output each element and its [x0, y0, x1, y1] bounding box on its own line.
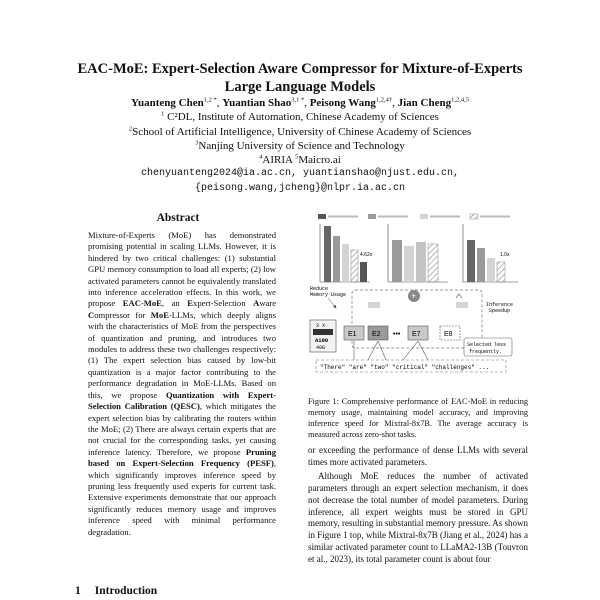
memory-ratio-label: 4.62x [360, 252, 373, 258]
email-line-2[interactable]: {peisong.wang,jcheng}@nlpr.ia.ac.cn [194, 182, 406, 194]
bar [333, 236, 340, 282]
svg-text:E7: E7 [412, 331, 421, 338]
speed-ratio-label: 1.0x [500, 252, 510, 258]
body-paragraph: or exceeding the performance of dense LLMs with several times more activated parameters. [308, 445, 528, 467]
scale-box [368, 302, 380, 308]
inference-speedup-annotation [486, 302, 513, 314]
routing-arrows [354, 341, 428, 360]
section-number: 1 [75, 585, 81, 597]
section-heading-introduction [75, 585, 157, 597]
svg-text:E8: E8 [444, 331, 453, 338]
author-sup: 1,2 * [203, 96, 217, 104]
author-sup: 1,2,4,5 [451, 96, 469, 104]
author-block [40, 96, 560, 196]
author-sup: 1,2,4† [375, 96, 393, 104]
svg-text:E1: E1 [348, 331, 357, 338]
bar [351, 250, 358, 282]
scale-box [456, 302, 468, 308]
svg-text:Memory Usage: Memory Usage [310, 292, 347, 298]
bar [342, 244, 349, 282]
expert-row [344, 326, 460, 340]
svg-text:A100: A100 [315, 337, 329, 344]
wand-icon [456, 294, 462, 298]
author-name: Peisong Wang [309, 97, 376, 109]
affiliation-4-5: $^4$AIRIA $^5$Maicro.ai [259, 153, 341, 167]
legend-text-bar [430, 216, 460, 218]
email-line-1[interactable]: chenyuanteng2024@ia.ac.cn, yuantianshao@njust.edu.cn, [140, 168, 460, 180]
abstract-paragraph: Mixture-of-Experts (MoE) has demonstrated promising potential in scaling LLMs. However, it is hindered by two critical challenges: (1) substantial GPU memory consumption to load all experts; (2) low activated parameters cannot be equivalently translated into inference acceleration effects. In this work, we propose EAC-MoE, an Expert-Selection Aware Compressor for MoE-LLMs, which deeply aligns with the characteristics of MoE from the perspectives of quantization and pruning, and introduces two modules to address these two challenges respectively: (1) The expert selection bias caused by low-bit quantization is a major factor contributing to the performance degradation in MoE-LLMs. Based on this, we propose Quantization with Expert-Selection Calibration (QESC), which mitigates the expert selection bias by calibrating the routers within the MoE; (2) There are always certain experts that are not crucial for the corresponding tasks, yet causing inference latency. Therefore, we propose Pruning based on Expert-Selection Frequency (PESF), which significantly improves inference speed by pruning less frequently used experts for current task. Extensive experiments demonstrate that our approach significantly reduces memory usage and improves inference speed with minimal performance degradation. [88, 230, 277, 537]
affiliation-3: $^3$Nanjing University of Science and Technology [195, 139, 405, 152]
bar [416, 242, 426, 282]
reduce-memory-annotation [310, 286, 346, 308]
legend-text-bar [328, 216, 358, 218]
accuracy-chart [388, 224, 448, 282]
author-name: Yuantian Shao [222, 97, 292, 109]
abstract-body [88, 230, 276, 538]
section-title: Introduction [94, 585, 158, 597]
bar [324, 226, 331, 282]
legend-swatch [368, 214, 376, 219]
bar [428, 244, 438, 282]
plus-symbol: + [411, 291, 417, 301]
bar [360, 262, 367, 282]
svg-text:40G: 40G [316, 345, 326, 351]
svg-text:3 X: 3 X [316, 323, 326, 329]
abstract-heading: Abstract [156, 212, 200, 224]
svg-text:E2: E2 [372, 331, 381, 338]
memory-chart [320, 224, 373, 282]
author-name: Jian Cheng [397, 97, 452, 109]
legend-text-bar [378, 216, 408, 218]
svg-text:Inference: Inference [486, 302, 514, 308]
svg-text:Speedup: Speedup [489, 308, 511, 314]
bar [467, 240, 475, 282]
token-sentence: "There" "are" "two" "critical" "challenges" ... [320, 364, 490, 371]
bar [487, 258, 495, 282]
legend-swatch [470, 214, 478, 219]
figure-1 [308, 210, 526, 390]
bar [404, 246, 414, 282]
body-paragraph: Although MoE reduces the number of activated parameters through an expert selection mechanism, it does not decrease the total number of model parameters. During inference, all expert weights must be stored in GPU memory, resulting in substantial memory pressure. As shown in Figure 1 top, while Mixtral-8x7B (Jiang et al., 2024) has a similar activated parameter count to LLaMA2-13B (Touvron et al., 2023), its total parameter count is about four [308, 470, 528, 565]
bar [497, 262, 505, 282]
affiliation-1: $^1$ C²DL, Institute of Automation, Chinese Academy of Sciences [161, 110, 439, 124]
title-line-2: Large Language Models [224, 79, 376, 95]
selected-less-callout [464, 338, 512, 356]
speed-chart [463, 224, 518, 282]
expert-ellipsis: ••• [393, 331, 401, 338]
right-column-body [308, 445, 528, 566]
legend-swatch [318, 214, 326, 219]
gpu-box [310, 320, 336, 352]
svg-text:Reduce: Reduce [310, 286, 329, 292]
bar [392, 240, 402, 282]
legend-text-bar [480, 216, 510, 218]
legend-swatch [420, 214, 428, 219]
author-line: Yuanteng Chen$^{1,2 *}$, Yuantian Shao$^{3,1 *}$, Peisong Wang$^{1,2,4\dagger}$, Jian Cheng$^{1,2,4,5}$ [131, 96, 469, 109]
affiliation-2: $^2$School of Artificial Intelligence, University of Chinese Academy of Sciences [128, 124, 472, 138]
svg-text:frequently.: frequently. [469, 349, 503, 355]
author-sup: 3,1 * [291, 96, 305, 104]
title-line-1: EAC-MoE: Expert-Selection Aware Compressor for Mixture-of-Experts [77, 61, 523, 77]
paper-title [40, 60, 560, 96]
author-name: Yuanteng Chen [131, 97, 204, 109]
figure-legend [318, 214, 510, 219]
figure-caption: Figure 1: Comprehensive performance of EAC-MoE in reducing memory usage, maintaining model accuracy, and improving inference speed for Mixtral-8x7B. The average accuracy is measured across zero-shot tasks. [308, 397, 528, 439]
svg-text:Selected less: Selected less [467, 342, 507, 348]
bar [477, 248, 485, 282]
